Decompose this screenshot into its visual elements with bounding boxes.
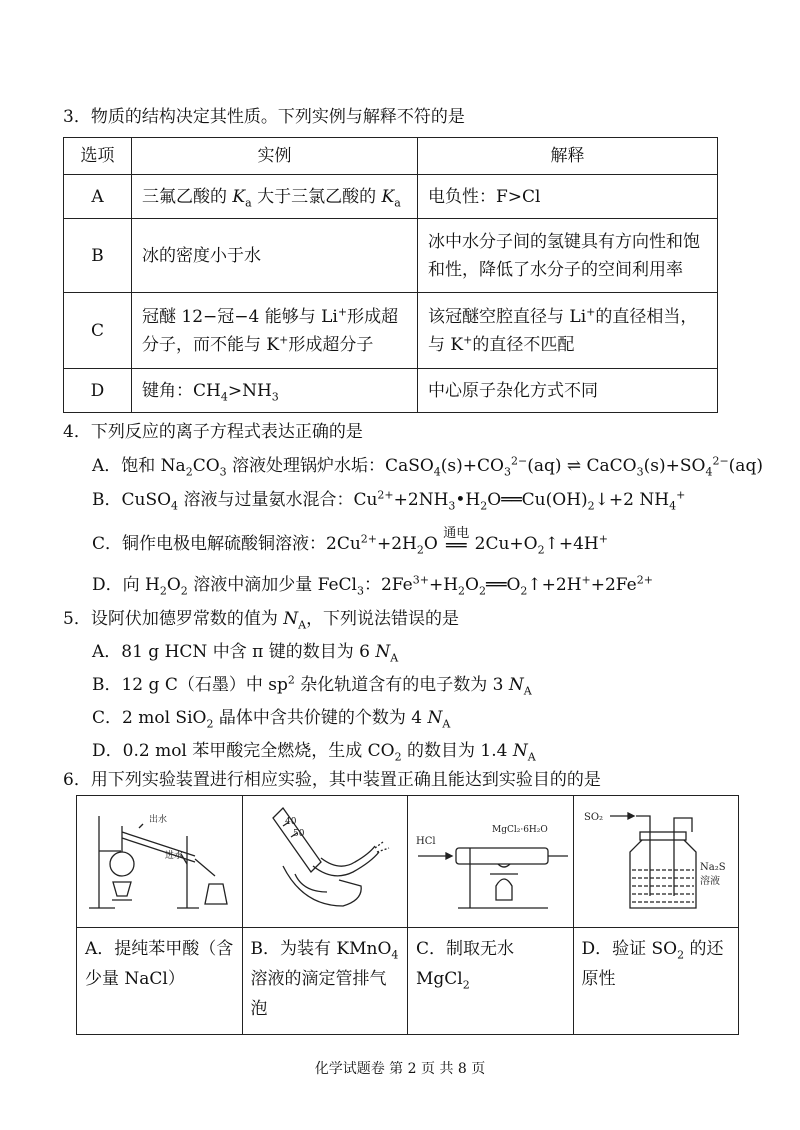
- label-na2s: Na₂S: [699, 862, 726, 873]
- q3-option-letter: B: [64, 219, 132, 293]
- q3-stem: 3．物质的结构决定其性质。下列实例与解释不符的是: [63, 107, 465, 127]
- q3-header-example: 实例: [132, 138, 418, 175]
- table-row: [64, 293, 718, 369]
- figure-d-gas-bottle: [573, 796, 739, 928]
- label-40: 40: [284, 817, 296, 827]
- burette-hand-icon: [243, 796, 408, 922]
- distillation-apparatus-icon: [77, 796, 242, 922]
- q3-explanation: 冰中水分子间的氢键具有方向性和饱和性，降低了水分子的空间利用率: [418, 219, 718, 293]
- q5-option-c: C．2 mol SiO$_2$ 晶体中含共价键的个数为 4 $N_A$: [92, 708, 451, 731]
- label-water-out: 出水: [149, 815, 168, 825]
- q3-option-letter: D: [64, 369, 132, 413]
- q3-example: 键角：$CH_4>NH_3$: [132, 369, 418, 413]
- q3-table: [63, 137, 718, 413]
- q5-option-d: D．0.2 mol 苯甲酸完全燃烧，生成 $CO_2$ 的数目为 1.4 $N_A$: [92, 741, 536, 764]
- figure-c-heating-tube: [408, 796, 574, 928]
- label-water-in: 进水: [165, 851, 184, 861]
- q3-example: 冰的密度小于水: [132, 219, 418, 293]
- label-hcl: HCl: [416, 836, 436, 847]
- heating-tube-apparatus-icon: [408, 796, 573, 922]
- table-row: [64, 219, 718, 293]
- label-mgcl2: MgCl₂·6H₂O: [492, 825, 548, 835]
- q6-caption-row: [77, 928, 739, 1035]
- caption-c: C．制取无水 MgCl$_2$: [408, 928, 574, 1035]
- q5-stem: 5．设阿伏加德罗常数的值为 $N_A$，下列说法错误的是: [63, 609, 460, 632]
- q6-figure-row: [77, 796, 739, 928]
- q5-option-b: B．12 g C（石墨）中 $sp^2$ 杂化轨道含有的电子数为 3 $N_A$: [92, 673, 532, 698]
- q3-explanation: 中心原子杂化方式不同: [418, 369, 718, 413]
- figure-b-burette: [242, 796, 408, 928]
- page-footer: 化学试题卷 第 2 页 共 8 页: [314, 1061, 486, 1077]
- q4-option-c: C．铜作电极电解硫酸铜溶液：$2Cu^{2+}+2H_2O$ 通电 ══ $2Cu+O_2↑+4H^+$: [92, 526, 608, 557]
- caption-b: B．为装有 KMnO$_4$ 溶液的滴定管排气泡: [242, 928, 408, 1035]
- q4-option-a: A．饱和 $Na_2CO_3$ 溶液处理锅炉水垢：$CaSO_4(s)+CO_3^{2-}(aq)$ ⇌ $CaCO_3(s)+SO_4^{2-}(aq)$: [92, 454, 763, 479]
- q3-explanation: 该冠醚空腔直径与 Li+的直径相当，与 K+的直径不匹配: [418, 293, 718, 369]
- label-so2: SO₂: [583, 812, 603, 823]
- q3-header-explanation: 解释: [418, 138, 718, 175]
- q3-example: 冠醚 12−冠−4 能够与 Li+形成超分子，而不能与 K+形成超分子: [132, 293, 418, 369]
- q3-header-row: [64, 138, 718, 175]
- q3-option-letter: C: [64, 293, 132, 369]
- q3-explanation: 电负性：F>Cl: [418, 175, 718, 219]
- q3-header-option: 选项: [64, 138, 132, 175]
- q4-option-d: D．向 $H_2O_2$ 溶液中滴加少量 FeCl$_3$：$2Fe^{3+}+H_2O_2══O_2↑+2H^++2Fe^{2+}$: [92, 573, 653, 598]
- q4-option-b: B．CuSO$_4$ 溶液与过量氨水混合：$Cu^{2+}+2NH_3•H_2O══Cu(OH)_2↓+2$ $NH_4^+$: [92, 488, 686, 513]
- figure-a-distillation: [77, 796, 243, 928]
- caption-d: D．验证 $SO_2$ 的还原性: [573, 928, 739, 1035]
- label-solution: 溶液: [699, 876, 720, 887]
- q6-apparatus-table: [76, 795, 739, 1035]
- q5-option-a: A．81 g HCN 中含 π 键的数目为 6 $N_A$: [92, 642, 399, 665]
- table-row: [64, 175, 718, 219]
- caption-a: A．提纯苯甲酸（含少量 NaCl）: [77, 928, 243, 1035]
- q4-stem: 4．下列反应的离子方程式表达正确的是: [63, 422, 363, 442]
- q3-option-letter: A: [64, 175, 132, 219]
- q6-stem: 6．用下列实验装置进行相应实验，其中装置正确且能达到实验目的的是: [63, 770, 601, 790]
- label-50: 50: [292, 829, 304, 839]
- gas-washing-bottle-icon: [574, 796, 739, 922]
- table-row: [64, 369, 718, 413]
- q3-example: 三氟乙酸的 $K_a$ 大于三氯乙酸的 $K_a$: [132, 175, 418, 219]
